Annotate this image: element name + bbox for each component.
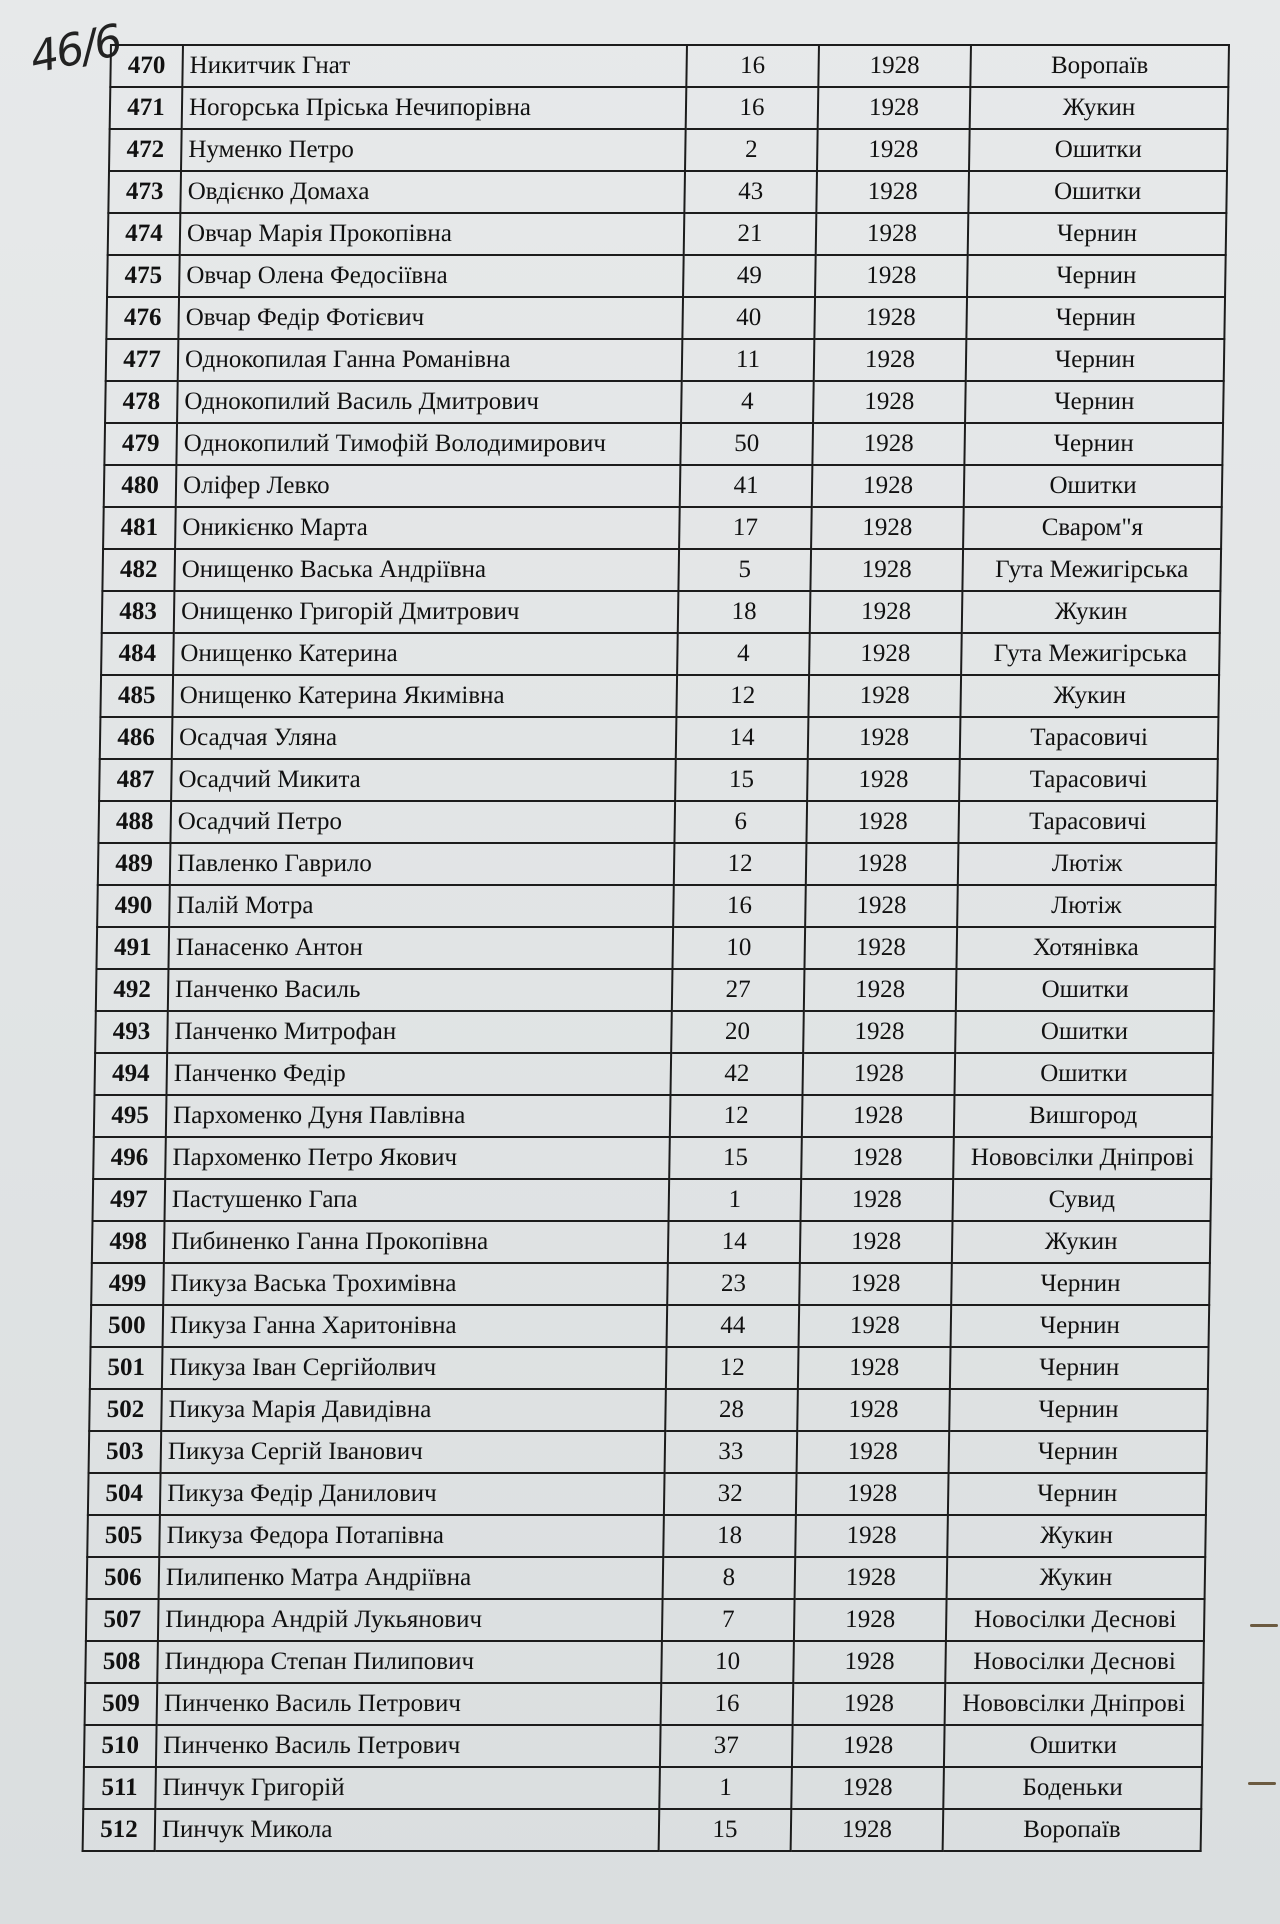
person-name-cell: Пикуза Марія Давидівна — [161, 1389, 666, 1431]
table-row — [90, 1347, 1209, 1389]
village-cell: Чернин — [966, 297, 1225, 339]
village-cell: Жукин — [952, 1221, 1211, 1263]
person-name-cell: Однокопилая Ганна Романівна — [178, 339, 683, 381]
person-name-cell: Панченко Митрофан — [167, 1011, 672, 1053]
person-name-cell: Пиндюра Андрій Лукьянович — [158, 1599, 663, 1641]
year-cell: 1928 — [801, 1179, 954, 1221]
village-cell: Боденьки — [943, 1767, 1202, 1809]
age-cell: 42 — [670, 1053, 803, 1095]
year-cell: 1928 — [799, 1263, 952, 1305]
row-number-cell: 505 — [87, 1515, 160, 1557]
table-row — [101, 633, 1220, 675]
village-cell: Чернин — [966, 339, 1225, 381]
year-cell: 1928 — [797, 1389, 950, 1431]
village-cell: Тарасовичі — [958, 801, 1217, 843]
village-cell: Сувид — [953, 1179, 1212, 1221]
row-number-cell: 511 — [83, 1767, 156, 1809]
person-name-cell: Пикуза Федора Потапівна — [159, 1515, 664, 1557]
year-cell: 1928 — [802, 1095, 955, 1137]
table-row — [97, 885, 1216, 927]
table-row — [105, 381, 1224, 423]
year-cell: 1928 — [792, 1725, 945, 1767]
age-cell: 28 — [665, 1389, 798, 1431]
row-number-cell: 500 — [91, 1305, 164, 1347]
age-cell: 40 — [682, 297, 815, 339]
village-cell: Воропаїв — [943, 1809, 1202, 1851]
village-cell: Лютіж — [957, 885, 1216, 927]
year-cell: 1928 — [816, 171, 969, 213]
table-row — [99, 759, 1218, 801]
year-cell: 1928 — [806, 801, 959, 843]
table-row — [102, 591, 1221, 633]
row-number-cell: 512 — [83, 1809, 156, 1851]
village-cell: Жукин — [960, 675, 1219, 717]
person-name-cell: Пикуза Ганна Харитонівна — [163, 1305, 668, 1347]
row-number-cell: 477 — [106, 339, 179, 381]
table-row — [85, 1683, 1204, 1725]
table-row — [85, 1641, 1204, 1683]
table-row — [100, 717, 1219, 759]
village-cell: Чернин — [964, 423, 1223, 465]
person-name-cell: Овчар Олена Федосіївна — [179, 255, 684, 297]
person-name-cell: Ногорська Пріська Нечипорівна — [182, 87, 687, 129]
age-cell: 14 — [676, 717, 809, 759]
binding-thread — [1248, 1782, 1276, 1785]
table-row — [106, 339, 1225, 381]
village-cell: Вишгород — [954, 1095, 1213, 1137]
year-cell: 1928 — [791, 1809, 944, 1851]
person-name-cell: Пиндюра Степан Пилипович — [157, 1641, 662, 1683]
person-name-cell: Пархоменко Дуня Павлівна — [166, 1095, 671, 1137]
row-number-cell: 510 — [84, 1725, 157, 1767]
table-row — [91, 1263, 1210, 1305]
age-cell: 7 — [662, 1599, 795, 1641]
age-cell: 16 — [686, 87, 819, 129]
person-name-cell: Палій Мотра — [169, 885, 674, 927]
person-name-cell: Овчар Федір Фотієвич — [178, 297, 683, 339]
row-number-cell: 470 — [110, 45, 183, 87]
row-number-cell: 496 — [93, 1137, 166, 1179]
village-cell: Чернин — [949, 1389, 1208, 1431]
age-cell: 2 — [685, 129, 818, 171]
age-cell: 32 — [664, 1473, 797, 1515]
village-cell: Гута Межигірська — [961, 633, 1220, 675]
row-number-cell: 491 — [96, 927, 169, 969]
year-cell: 1928 — [812, 423, 965, 465]
village-cell: Хотянівка — [956, 927, 1215, 969]
table-row — [89, 1431, 1208, 1473]
age-cell: 10 — [672, 927, 805, 969]
person-name-cell: Оникієнко Марта — [175, 507, 680, 549]
village-cell: Жукин — [947, 1515, 1206, 1557]
person-name-cell: Однокопилий Василь Дмитрович — [177, 381, 682, 423]
age-cell: 6 — [674, 801, 807, 843]
age-cell: 20 — [671, 1011, 804, 1053]
table-row — [92, 1221, 1211, 1263]
table-row — [88, 1473, 1207, 1515]
year-cell: 1928 — [816, 213, 969, 255]
person-name-cell: Однокопилий Тимофій Володимирович — [176, 423, 681, 465]
person-name-cell: Пастушенко Гапа — [165, 1179, 670, 1221]
row-number-cell: 502 — [89, 1389, 162, 1431]
year-cell: 1928 — [810, 591, 963, 633]
table-row — [91, 1305, 1210, 1347]
age-cell: 16 — [661, 1683, 794, 1725]
row-number-cell: 485 — [100, 675, 173, 717]
village-cell: Чернин — [967, 255, 1226, 297]
row-number-cell: 473 — [108, 171, 181, 213]
year-cell: 1928 — [814, 297, 967, 339]
row-number-cell: 503 — [89, 1431, 162, 1473]
year-cell: 1928 — [791, 1767, 944, 1809]
year-cell: 1928 — [796, 1473, 949, 1515]
village-cell: Лютіж — [958, 843, 1217, 885]
row-number-cell: 472 — [109, 129, 182, 171]
table-row — [109, 129, 1228, 171]
age-cell: 21 — [684, 213, 817, 255]
row-number-cell: 492 — [96, 969, 169, 1011]
village-cell: Жукин — [970, 87, 1229, 129]
person-name-cell: Онищенко Григорій Дмитрович — [174, 591, 679, 633]
person-name-cell: Пинчук Григорій — [155, 1767, 660, 1809]
table-row — [103, 507, 1222, 549]
table-row — [108, 213, 1227, 255]
person-name-cell: Пинченко Василь Петрович — [156, 1725, 661, 1767]
person-name-cell: Пилипенко Матра Андріївна — [159, 1557, 664, 1599]
village-cell: Чернин — [951, 1305, 1210, 1347]
village-cell: Чернин — [968, 213, 1227, 255]
row-number-cell: 475 — [107, 255, 180, 297]
person-name-cell: Онищенко Катерина — [173, 633, 678, 675]
village-cell: Ошитки — [954, 1053, 1213, 1095]
village-cell: Воропаїв — [970, 45, 1229, 87]
village-cell: Ошитки — [968, 171, 1227, 213]
village-cell: Чернин — [950, 1347, 1209, 1389]
age-cell: 44 — [667, 1305, 800, 1347]
age-cell: 17 — [679, 507, 812, 549]
table-row — [96, 927, 1215, 969]
year-cell: 1928 — [817, 129, 970, 171]
table-row — [102, 549, 1221, 591]
row-number-cell: 506 — [87, 1557, 160, 1599]
person-name-cell: Панченко Василь — [168, 969, 673, 1011]
age-cell: 1 — [659, 1767, 792, 1809]
table-row — [86, 1599, 1205, 1641]
person-name-cell: Пикуза Васька Трохимівна — [163, 1263, 668, 1305]
year-cell: 1928 — [803, 1011, 956, 1053]
age-cell: 41 — [680, 465, 813, 507]
age-cell: 12 — [670, 1095, 803, 1137]
person-name-cell: Осадчая Уляна — [172, 717, 677, 759]
table-row — [93, 1137, 1212, 1179]
person-name-cell: Пинченко Василь Петрович — [157, 1683, 662, 1725]
age-cell: 14 — [668, 1221, 801, 1263]
age-cell: 5 — [678, 549, 811, 591]
row-number-cell: 474 — [108, 213, 181, 255]
person-name-cell: Никитчик Гнат — [182, 45, 687, 87]
village-cell: Чернин — [949, 1431, 1208, 1473]
person-name-cell: Онищенко Катерина Якимівна — [172, 675, 677, 717]
age-cell: 15 — [669, 1137, 802, 1179]
table-row — [104, 423, 1223, 465]
age-cell: 27 — [672, 969, 805, 1011]
person-name-cell: Пикуза Сергій Іванович — [161, 1431, 666, 1473]
table-row — [94, 1053, 1213, 1095]
year-cell: 1928 — [801, 1137, 954, 1179]
village-cell: Ошитки — [964, 465, 1223, 507]
row-number-cell: 508 — [85, 1641, 158, 1683]
row-number-cell: 489 — [98, 843, 171, 885]
age-cell: 23 — [667, 1263, 800, 1305]
person-name-cell: Панасенко Антон — [168, 927, 673, 969]
year-cell: 1928 — [795, 1557, 948, 1599]
village-cell: Чернин — [951, 1263, 1210, 1305]
year-cell: 1928 — [793, 1641, 946, 1683]
row-number-cell: 483 — [102, 591, 175, 633]
age-cell: 12 — [676, 675, 809, 717]
table-row — [100, 675, 1219, 717]
person-name-cell: Павленко Гаврило — [170, 843, 675, 885]
table-row — [83, 1809, 1202, 1851]
row-number-cell: 480 — [104, 465, 177, 507]
row-number-cell: 488 — [98, 801, 171, 843]
village-cell: Тарасовичі — [959, 759, 1218, 801]
person-name-cell: Овчар Марія Прокопівна — [180, 213, 685, 255]
row-number-cell: 497 — [93, 1179, 166, 1221]
village-cell: Жукин — [962, 591, 1221, 633]
village-cell: Гута Межигірська — [962, 549, 1221, 591]
person-name-cell: Пархоменко Петро Якович — [165, 1137, 670, 1179]
year-cell: 1928 — [813, 381, 966, 423]
age-cell: 18 — [663, 1515, 796, 1557]
row-number-cell: 490 — [97, 885, 170, 927]
village-cell: Жукин — [947, 1557, 1206, 1599]
row-number-cell: 498 — [92, 1221, 165, 1263]
year-cell: 1928 — [818, 45, 971, 87]
table-row — [89, 1389, 1208, 1431]
table-row — [106, 297, 1225, 339]
table-row — [83, 1767, 1202, 1809]
village-cell: Нововсілки Дніпрові — [953, 1137, 1212, 1179]
records-table-body — [83, 45, 1229, 1851]
row-number-cell: 495 — [94, 1095, 167, 1137]
row-number-cell: 494 — [94, 1053, 167, 1095]
table-row — [108, 171, 1227, 213]
row-number-cell: 476 — [106, 297, 179, 339]
row-number-cell: 509 — [85, 1683, 158, 1725]
year-cell: 1928 — [798, 1347, 951, 1389]
year-cell: 1928 — [800, 1221, 953, 1263]
row-number-cell: 487 — [99, 759, 172, 801]
year-cell: 1928 — [794, 1599, 947, 1641]
year-cell: 1928 — [812, 465, 965, 507]
age-cell: 43 — [684, 171, 817, 213]
person-name-cell: Нуменко Петро — [181, 129, 686, 171]
age-cell: 12 — [674, 843, 807, 885]
row-number-cell: 507 — [86, 1599, 159, 1641]
age-cell: 15 — [659, 1809, 792, 1851]
year-cell: 1928 — [810, 549, 963, 591]
year-cell: 1928 — [799, 1305, 952, 1347]
person-name-cell: Онищенко Васька Андріївна — [174, 549, 679, 591]
village-cell: Новосілки Деснові — [945, 1641, 1204, 1683]
age-cell: 49 — [683, 255, 816, 297]
records-table — [82, 44, 1230, 1852]
year-cell: 1928 — [806, 843, 959, 885]
age-cell: 8 — [663, 1557, 796, 1599]
year-cell: 1928 — [818, 87, 971, 129]
table-row — [84, 1725, 1203, 1767]
village-cell: Нововсілки Дніпрові — [945, 1683, 1204, 1725]
year-cell: 1928 — [808, 675, 961, 717]
row-number-cell: 493 — [95, 1011, 168, 1053]
person-name-cell: Оліфер Левко — [176, 465, 681, 507]
age-cell: 12 — [666, 1347, 799, 1389]
village-cell: Сваром"я — [963, 507, 1222, 549]
row-number-cell: 499 — [91, 1263, 164, 1305]
village-cell: Чернин — [965, 381, 1224, 423]
person-name-cell: Осадчий Петро — [170, 801, 675, 843]
age-cell: 50 — [680, 423, 813, 465]
age-cell: 16 — [673, 885, 806, 927]
table-row — [107, 255, 1226, 297]
year-cell: 1928 — [809, 633, 962, 675]
year-cell: 1928 — [797, 1431, 950, 1473]
table-row — [94, 1095, 1213, 1137]
row-number-cell: 486 — [100, 717, 173, 759]
handwritten-page-number: 46/6 — [25, 15, 126, 84]
row-number-cell: 482 — [102, 549, 175, 591]
table-row — [95, 1011, 1214, 1053]
year-cell: 1928 — [805, 885, 958, 927]
year-cell: 1928 — [804, 927, 957, 969]
table-row — [104, 465, 1223, 507]
table-row — [110, 45, 1229, 87]
village-cell: Ошитки — [944, 1725, 1203, 1767]
table-row — [96, 969, 1215, 1011]
village-cell: Новосілки Деснові — [946, 1599, 1205, 1641]
row-number-cell: 478 — [105, 381, 178, 423]
person-name-cell: Пикуза Федір Данилович — [160, 1473, 665, 1515]
age-cell: 37 — [660, 1725, 793, 1767]
person-name-cell: Пинчук Микола — [155, 1809, 660, 1851]
village-cell: Ошитки — [969, 129, 1228, 171]
row-number-cell: 501 — [90, 1347, 163, 1389]
year-cell: 1928 — [807, 759, 960, 801]
row-number-cell: 471 — [110, 87, 183, 129]
row-number-cell: 484 — [101, 633, 174, 675]
year-cell: 1928 — [808, 717, 961, 759]
age-cell: 4 — [677, 633, 810, 675]
person-name-cell: Пикуза Іван Сергійолвич — [162, 1347, 667, 1389]
year-cell: 1928 — [793, 1683, 946, 1725]
age-cell: 11 — [682, 339, 815, 381]
table-row — [98, 801, 1217, 843]
age-cell: 16 — [686, 45, 819, 87]
age-cell: 1 — [669, 1179, 802, 1221]
age-cell: 33 — [665, 1431, 798, 1473]
age-cell: 15 — [675, 759, 808, 801]
table-row — [110, 87, 1229, 129]
year-cell: 1928 — [802, 1053, 955, 1095]
row-number-cell: 481 — [103, 507, 176, 549]
table-row — [98, 843, 1217, 885]
binding-thread — [1250, 1624, 1278, 1627]
year-cell: 1928 — [815, 255, 968, 297]
village-cell: Чернин — [948, 1473, 1207, 1515]
row-number-cell: 504 — [88, 1473, 161, 1515]
year-cell: 1928 — [814, 339, 967, 381]
year-cell: 1928 — [795, 1515, 948, 1557]
row-number-cell: 479 — [104, 423, 177, 465]
year-cell: 1928 — [804, 969, 957, 1011]
person-name-cell: Панченко Федір — [166, 1053, 671, 1095]
year-cell: 1928 — [811, 507, 964, 549]
person-name-cell: Осадчий Микита — [171, 759, 676, 801]
person-name-cell: Овдієнко Домаха — [180, 171, 685, 213]
age-cell: 18 — [678, 591, 811, 633]
age-cell: 10 — [661, 1641, 794, 1683]
table-row — [87, 1515, 1206, 1557]
village-cell: Ошитки — [955, 1011, 1214, 1053]
age-cell: 4 — [681, 381, 814, 423]
village-cell: Тарасовичі — [960, 717, 1219, 759]
village-cell: Ошитки — [956, 969, 1215, 1011]
person-name-cell: Пибиненко Ганна Прокопівна — [164, 1221, 669, 1263]
table-row — [87, 1557, 1206, 1599]
table-row — [93, 1179, 1212, 1221]
